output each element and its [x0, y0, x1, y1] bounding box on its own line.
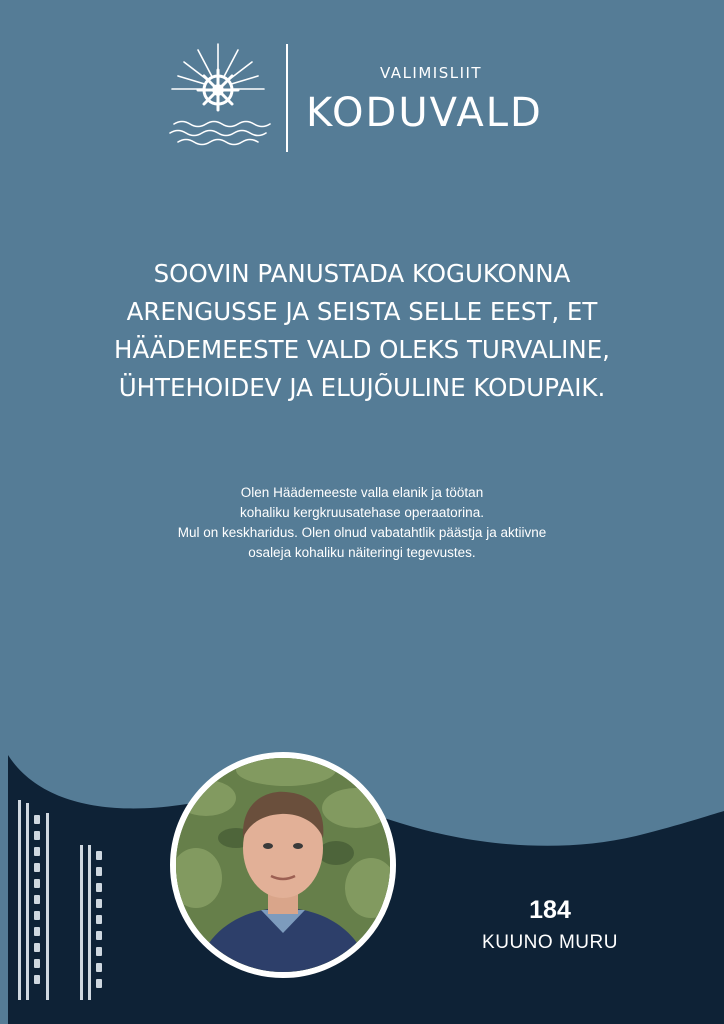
bio [100, 483, 624, 563]
quote-line: HÄÄDEMEESTE VALD OLEKS TURVALINE, [114, 335, 610, 364]
candidate-photo [170, 752, 396, 978]
logo-subtitle: VALIMISLIIT [380, 64, 483, 82]
candidate-name: KUUNO MURU [482, 932, 618, 953]
candidate-number: 184 [529, 896, 571, 924]
logo-title: KODUVALD [306, 90, 543, 136]
quote-line: ARENGUSSE JA SEISTA SELLE EEST, ET [126, 297, 598, 326]
bio-line: osaleja kohaliku näiteringi tegevustes. [248, 545, 476, 560]
portrait-illustration [176, 758, 390, 972]
bio-line: Mul on keskharidus. Olen olnud vabatahtlik päästja ja aktiivne [177, 525, 547, 540]
quote [60, 255, 664, 407]
quote-line: ÜHTEHOIDEV JA ELUJÕULINE KODUPAIK. [118, 373, 606, 402]
quote-line: SOOVIN PANUSTADA KOGUKONNA [153, 259, 571, 288]
logo-divider [286, 44, 288, 152]
ship-wheel-sun-waves-icon [168, 40, 278, 155]
bio-line: Olen Häädemeeste valla elanik ja töötan [240, 485, 484, 500]
bio-line: kohaliku kergkruusatehase operaatorina. [240, 505, 484, 520]
logo [168, 40, 568, 160]
